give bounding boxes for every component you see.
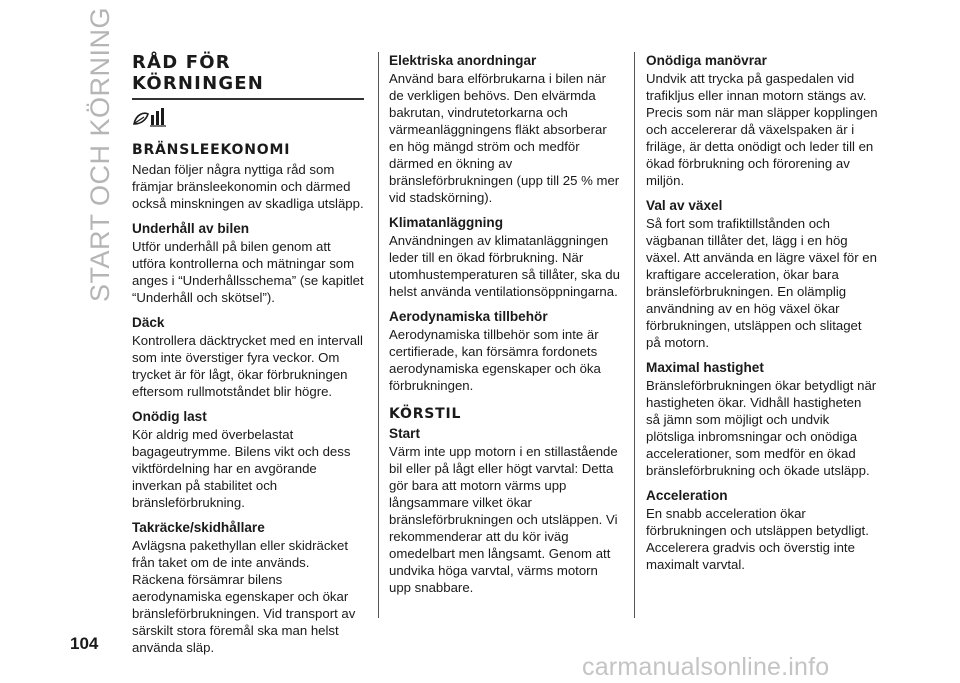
subheading-aerodynamic-accessories: Aerodynamiska tillbehör — [389, 309, 548, 324]
chapter-side-title — [84, 6, 116, 302]
page-title-line1: RÅD FÖR — [132, 52, 231, 73]
column-3 — [646, 52, 878, 573]
paragraph-aerodynamic-accessories: Aerodynamiska tillbehör som inte är certifierade, kan försämra fordonets aerodynamiska egenskaper och öka förbrukningen. — [389, 327, 601, 393]
paragraph-tyres: Kontrollera däcktrycket med en intervall som inte överstiger fyra veckor. Om trycket är för lågt, ökar förbrukningen eftersom rullmotståndet blir högre. — [132, 333, 363, 399]
paragraph-roof-rack: Avlägsna pakethyllan eller skidräcket från taket om de inte används. Räckena försämrar bilens aerodynamiska egenskaper och ökar bränsleförbrukningen. Vid transport av särskilt stora föremål ska man helst använda släp. — [132, 538, 356, 655]
subheading-electrical-devices: Elektriska anordningar — [389, 53, 537, 68]
column-divider-1 — [378, 52, 379, 618]
subheading-tyres: Däck — [132, 315, 165, 330]
paragraph-climate-control: Användningen av klimatanläggningen leder till en ökad förbrukning. När utomhustemperaturen så tillåter, ska du helst använda ventilationsöppningarna. — [389, 233, 620, 299]
subheading-gear-selection: Val av växel — [646, 198, 723, 213]
subheading-unnecessary-manoeuvres: Onödiga manövrar — [646, 53, 767, 68]
paragraph-maintenance: Utför underhåll på bilen genom att utföra kontrollerna och mätningar som anges i “Underhållsschema” (se kapitlet “Underhåll och skötsel”). — [132, 239, 364, 305]
paragraph-gear-selection: Så fort som trafiktillstånden och vägbanan tillåter det, lägg i en hög växel. Att använda en lägre växel för en kraftigare acceleration, ökar bara bränsleförbrukningen. En olämplig användning av en hög växel ökar förbrukningen, utsläppen och slitaget på motorn. — [646, 216, 877, 350]
paragraph-electrical-devices: Använd bara elförbrukarna i bilen när de verkligen behövs. Den elvärmda bakrutan, vindrutetorkarna och värmeanläggningens fläkt absorberar en hög mängd ström och medför därmed en ökning av bränsleförbrukningen (upp till 25 % mer vid stadskörning). — [389, 71, 620, 205]
subheading-climate-control: Klimatanläggning — [389, 215, 504, 230]
column-2 — [389, 52, 621, 596]
subheading-start: Start — [389, 426, 420, 441]
column-divider-2 — [634, 52, 635, 618]
column-1 — [132, 52, 364, 656]
section-heading-fuel-economy: BRÄNSLEEKONOMI — [132, 142, 291, 158]
paragraph-acceleration: En snabb acceleration ökar förbrukningen och utsläppen betydligt. Accelerera gradvis och överstig inte maximalt varvtal. — [646, 506, 869, 572]
page-title — [132, 52, 364, 94]
subheading-acceleration: Acceleration — [646, 488, 728, 503]
paragraph-fuel-economy-intro: Nedan följer några nyttiga råd som främjar bränsleekonomin och därmed också minskningen av skadliga utsläpp. — [132, 162, 364, 211]
page-title-line2: KÖRNINGEN — [132, 73, 265, 94]
paragraph-unnecessary-manoeuvres: Undvik att trycka på gaspedalen vid trafikljus eller innan motorn stängs av. Precis som när man släpper kopplingen och accelererar då växelspaken är i friläge, är detta onödigt och leder till en ökad förbrukning och förorening av miljön. — [646, 71, 878, 188]
subheading-roof-rack: Takräcke/skidhållare — [132, 520, 265, 535]
paragraph-unnecessary-load: Kör aldrig med överbelastat bagageutrymme. Bilens vikt och dess viktfördelning har en avgörande inverkan på stabilitet och bränsleförbrukning. — [132, 427, 351, 510]
eco-leaf-plug-icon — [132, 106, 364, 134]
section-heading-driving-style: KÖRSTIL — [389, 406, 462, 422]
chapter-side-title-text: START OCH KÖRNING — [84, 6, 115, 302]
subheading-maintenance: Underhåll av bilen — [132, 221, 250, 236]
paragraph-start: Värm inte upp motorn i en stillastående bil eller på lågt eller högt varvtal: Detta gör bara att motorn värms upp långsammare vilket ökar bränsleförbrukningen och utsläppen. Vi rekommenderar att du kör iväg omedelbart men långsamt. Genom att undvika höga varvtal, värms motorn upp snabbare. — [389, 444, 618, 595]
subheading-unnecessary-load: Onödig last — [132, 409, 207, 424]
paragraph-maximum-speed: Bränsleförbrukningen ökar betydligt när hastigheten ökar. Vidhåll hastigheten så jämn som möjligt och undvik plötsliga inbromsningar och onödiga accelerationer, som medför en ökad bränsleförbrukning och ökade utsläpp. — [646, 378, 877, 478]
subheading-maximum-speed: Maximal hastighet — [646, 360, 764, 375]
title-rule — [132, 98, 364, 100]
watermark: carmanualsonline.info — [582, 653, 830, 681]
page-number: 104 — [70, 634, 99, 653]
